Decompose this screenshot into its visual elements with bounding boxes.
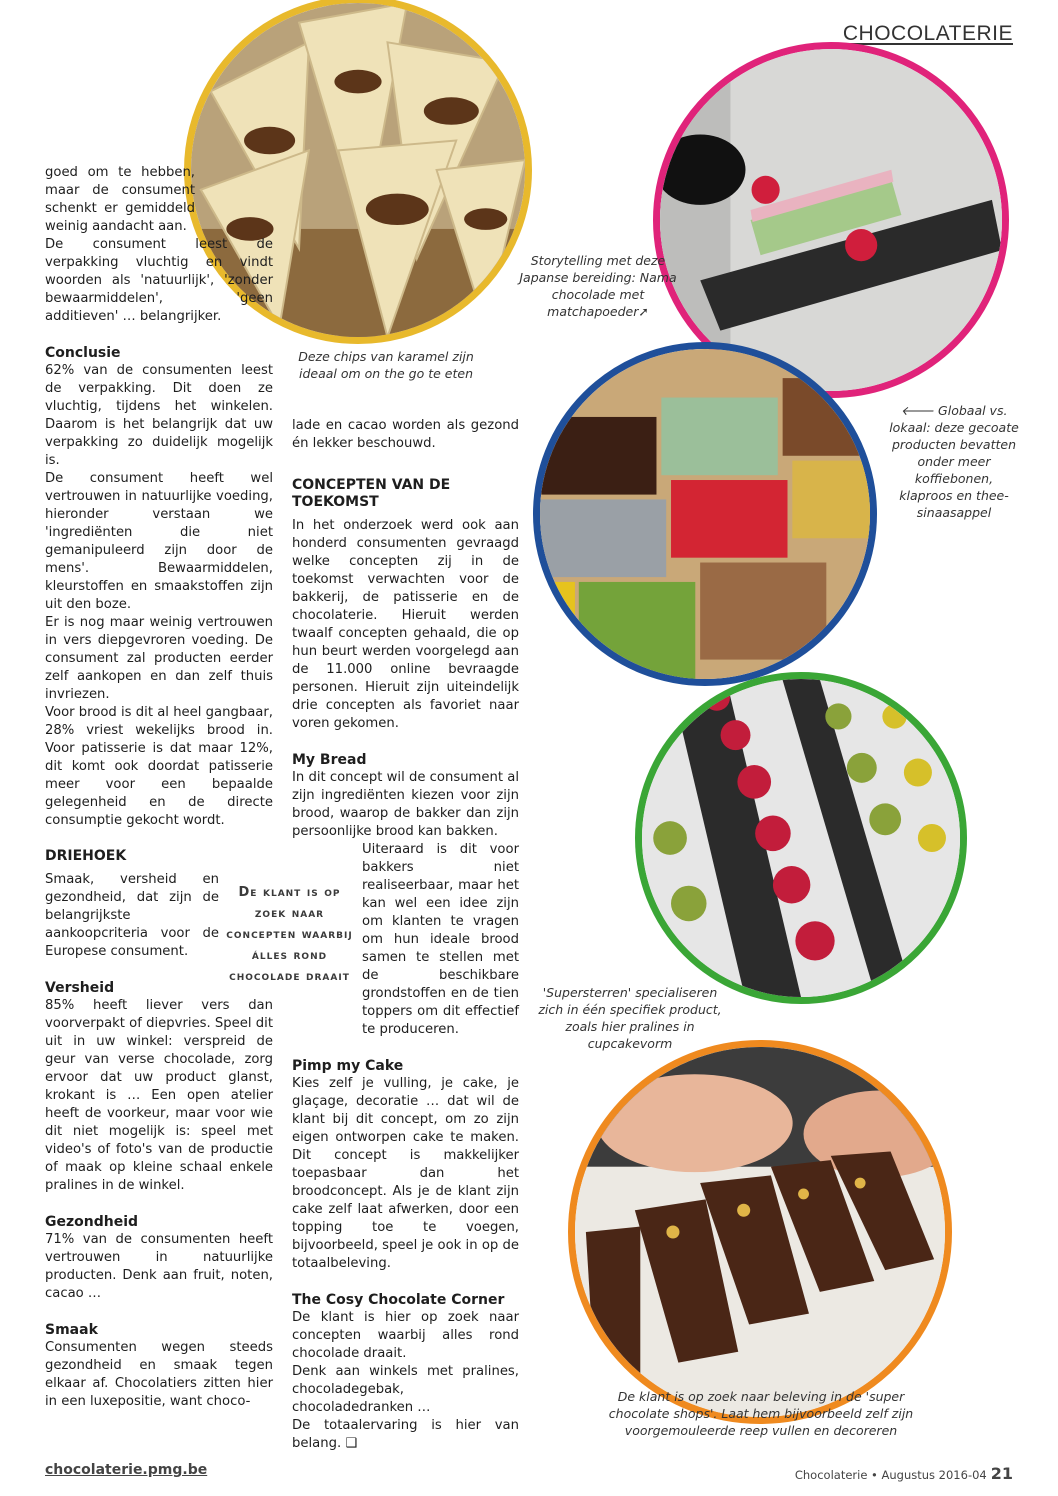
- section-heading: My Bread: [292, 752, 367, 768]
- caption-nama: Storytelling met deze Japanse bereiding: Nama chocolade met matchapoeder➚: [519, 253, 677, 319]
- issue-label: Chocolaterie • Augustus 2016-04: [794, 1468, 987, 1482]
- body-paragraph: 62% van de consumenten leest de verpakking. Dit doen ze vluchtig, tijdens het winkelen. Daarom is het belangrijk dat uw verpakking zo duidelijk mogelijk is.: [45, 363, 273, 468]
- pull-quote: De klant is op zoek naar concepten waarbij álles rond chocolade draait: [226, 885, 353, 984]
- body-paragraph: Er is nog maar weinig vertrouwen in vers diepgevroren voeding. De consument zal producten eerder zelf aankopen en dan zelf thuis invriezen.: [45, 615, 273, 702]
- caption-chips: Deze chips van karamel zijn ideaal om on the go te eten: [298, 349, 474, 381]
- body-paragraph: Uiteraard is dit voor bakkers niet realiseerbaar, maar het kan wel een idee zijn om klanten te vragen om hun ideale brood samen te stellen met de beschikbare grondstoffen en de tien toppers om dit effectief te produceren.: [362, 842, 519, 1037]
- body-paragraph: In dit concept wil de consument al zijn ingrediënten kiezen voor zijn brood, waarop de bakker dan zijn persoonlijke brood kan bakken.: [292, 770, 519, 839]
- intro-paragraph: De consument leest de verpakking vluchtig en vindt woorden als 'natuurlijk', 'zonder bewaarmiddelen', 'geen additieven' … belangrijker.: [45, 237, 273, 324]
- body-paragraph: 85% heeft liever vers dan voorverpakt of diepvries. Speel dit uit in uw winkel: verspreid de geur van verse chocolade, zorg ervoor dat uw product glanst, krokant is … Een open atelier heeft de voorkeur, maar voor wie dit niet mogelijk is: speel met video's of foto's van de productie of maak op kleine schaal enkele pralines in de winkel.: [45, 998, 273, 1193]
- caption-box: 🡐 Globaal vs. lokaal: deze gecoate producten bevatten onder meer koffiebonen, klaproos en thee-sinaasappel: [889, 403, 1019, 520]
- body-paragraph: De klant is hier op zoek naar concepten waarbij alles rond chocolade draait.: [292, 1310, 519, 1361]
- body-paragraph: 71% van de consumenten heeft vertrouwen in natuurlijke producten. Denk aan fruit, noten, cacao …: [45, 1232, 273, 1301]
- section-heading: The Cosy Chocolate Corner: [292, 1292, 505, 1308]
- section-heading: CONCEPTEN VAN DE TOEKOMST: [292, 477, 451, 510]
- section-label: CHOCOLATERIE: [842, 22, 1013, 45]
- section-heading: Smaak: [45, 1322, 98, 1338]
- body-paragraph: De consument heeft wel vertrouwen in natuurlijke voeding, hieronder verstaan we 'ingrediënten die niet gemanipuleerd zijn door de mens'. Bewaarmiddelen, kleurstoffen en smaakstoffen zijn uit den boze.: [45, 471, 273, 612]
- footer-website[interactable]: chocolaterie.pmg.be: [45, 1462, 208, 1478]
- left-column: [45, 164, 273, 1411]
- body-paragraph: Kies zelf je vulling, je cake, je glaçage, decoratie … dat wil de klant bij dit concept, om zo zijn eigen ontworpen cake te maken. Dit concept is makkelijker toepasbaar dan het broodconcept. Als je de klant zijn cake zelf laat afwerken, door een topping toe te voegen, bijvoorbeeld, speel je ook in op de totaalbeleving.: [292, 1076, 519, 1271]
- section-heading: Pimp my Cake: [292, 1058, 404, 1074]
- section-heading: Conclusie: [45, 345, 121, 361]
- section-heading: DRIEHOEK: [45, 848, 127, 864]
- photo-cupcake-pralines: [635, 672, 967, 1004]
- footer-issue: [795, 1464, 1013, 1483]
- page-number: 21: [990, 1464, 1013, 1483]
- body-paragraph: Consumenten wegen steeds gezondheid en smaak tegen elkaar af. Chocolatiers zitten hier in een luxepositie, want choco-: [45, 1340, 273, 1409]
- body-paragraph: lade en cacao worden als gezond én lekker beschouwd.: [292, 418, 519, 451]
- caption-pralines: 'Supersterren' specialiseren zich in één specifiek product, zoals hier pralines in cupcakevorm: [538, 985, 722, 1051]
- body-paragraph: Denk aan winkels met pralines, chocoladegebak, chocoladedranken …: [292, 1364, 519, 1415]
- photo-chocolate-bars: [568, 1040, 952, 1424]
- section-heading: Gezondheid: [45, 1214, 139, 1230]
- body-paragraph: Voor brood is dit al heel gangbaar, 28% vriest wekelijks brood in. Voor patisserie is dat maar 12%, dit komt ook doordat patisserie meer voor een bepaalde gelegenheid en de directe consumptie gekocht wordt.: [45, 705, 273, 828]
- caption-bars: De klant is op zoek naar beleving in de 'super chocolate shops'. Laat hem bijvoorbeeld zelf zijn voorgemouleerde reep vullen en decoreren: [608, 1389, 914, 1438]
- body-paragraph: De totaalervaring is hier van belang. ❑: [292, 1418, 519, 1451]
- section-heading: Versheid: [45, 980, 115, 996]
- body-paragraph: Smaak, versheid en gezondheid, dat zijn de belangrijkste aankoopcriteria voor de Europese consument.: [45, 872, 219, 959]
- body-paragraph: In het onderzoek werd ook aan honderd consumenten gevraagd welke concepten zij in de toekomst verwachten voor de bakkerij, de patisserie en de chocolaterie. Hieruit werden twaalf concepten gehaald, die op hun beurt werden voorgelegd aan de 11.000 online bevraagde personen. Hieruit zijn uiteindelijk drie concepten als favoriet naar voren gekomen.: [292, 518, 519, 731]
- photo-coated-products: [533, 342, 877, 686]
- intro-paragraph: goed om te hebben, maar de consument schenkt er gemiddeld weinig aandacht aan.: [45, 165, 195, 234]
